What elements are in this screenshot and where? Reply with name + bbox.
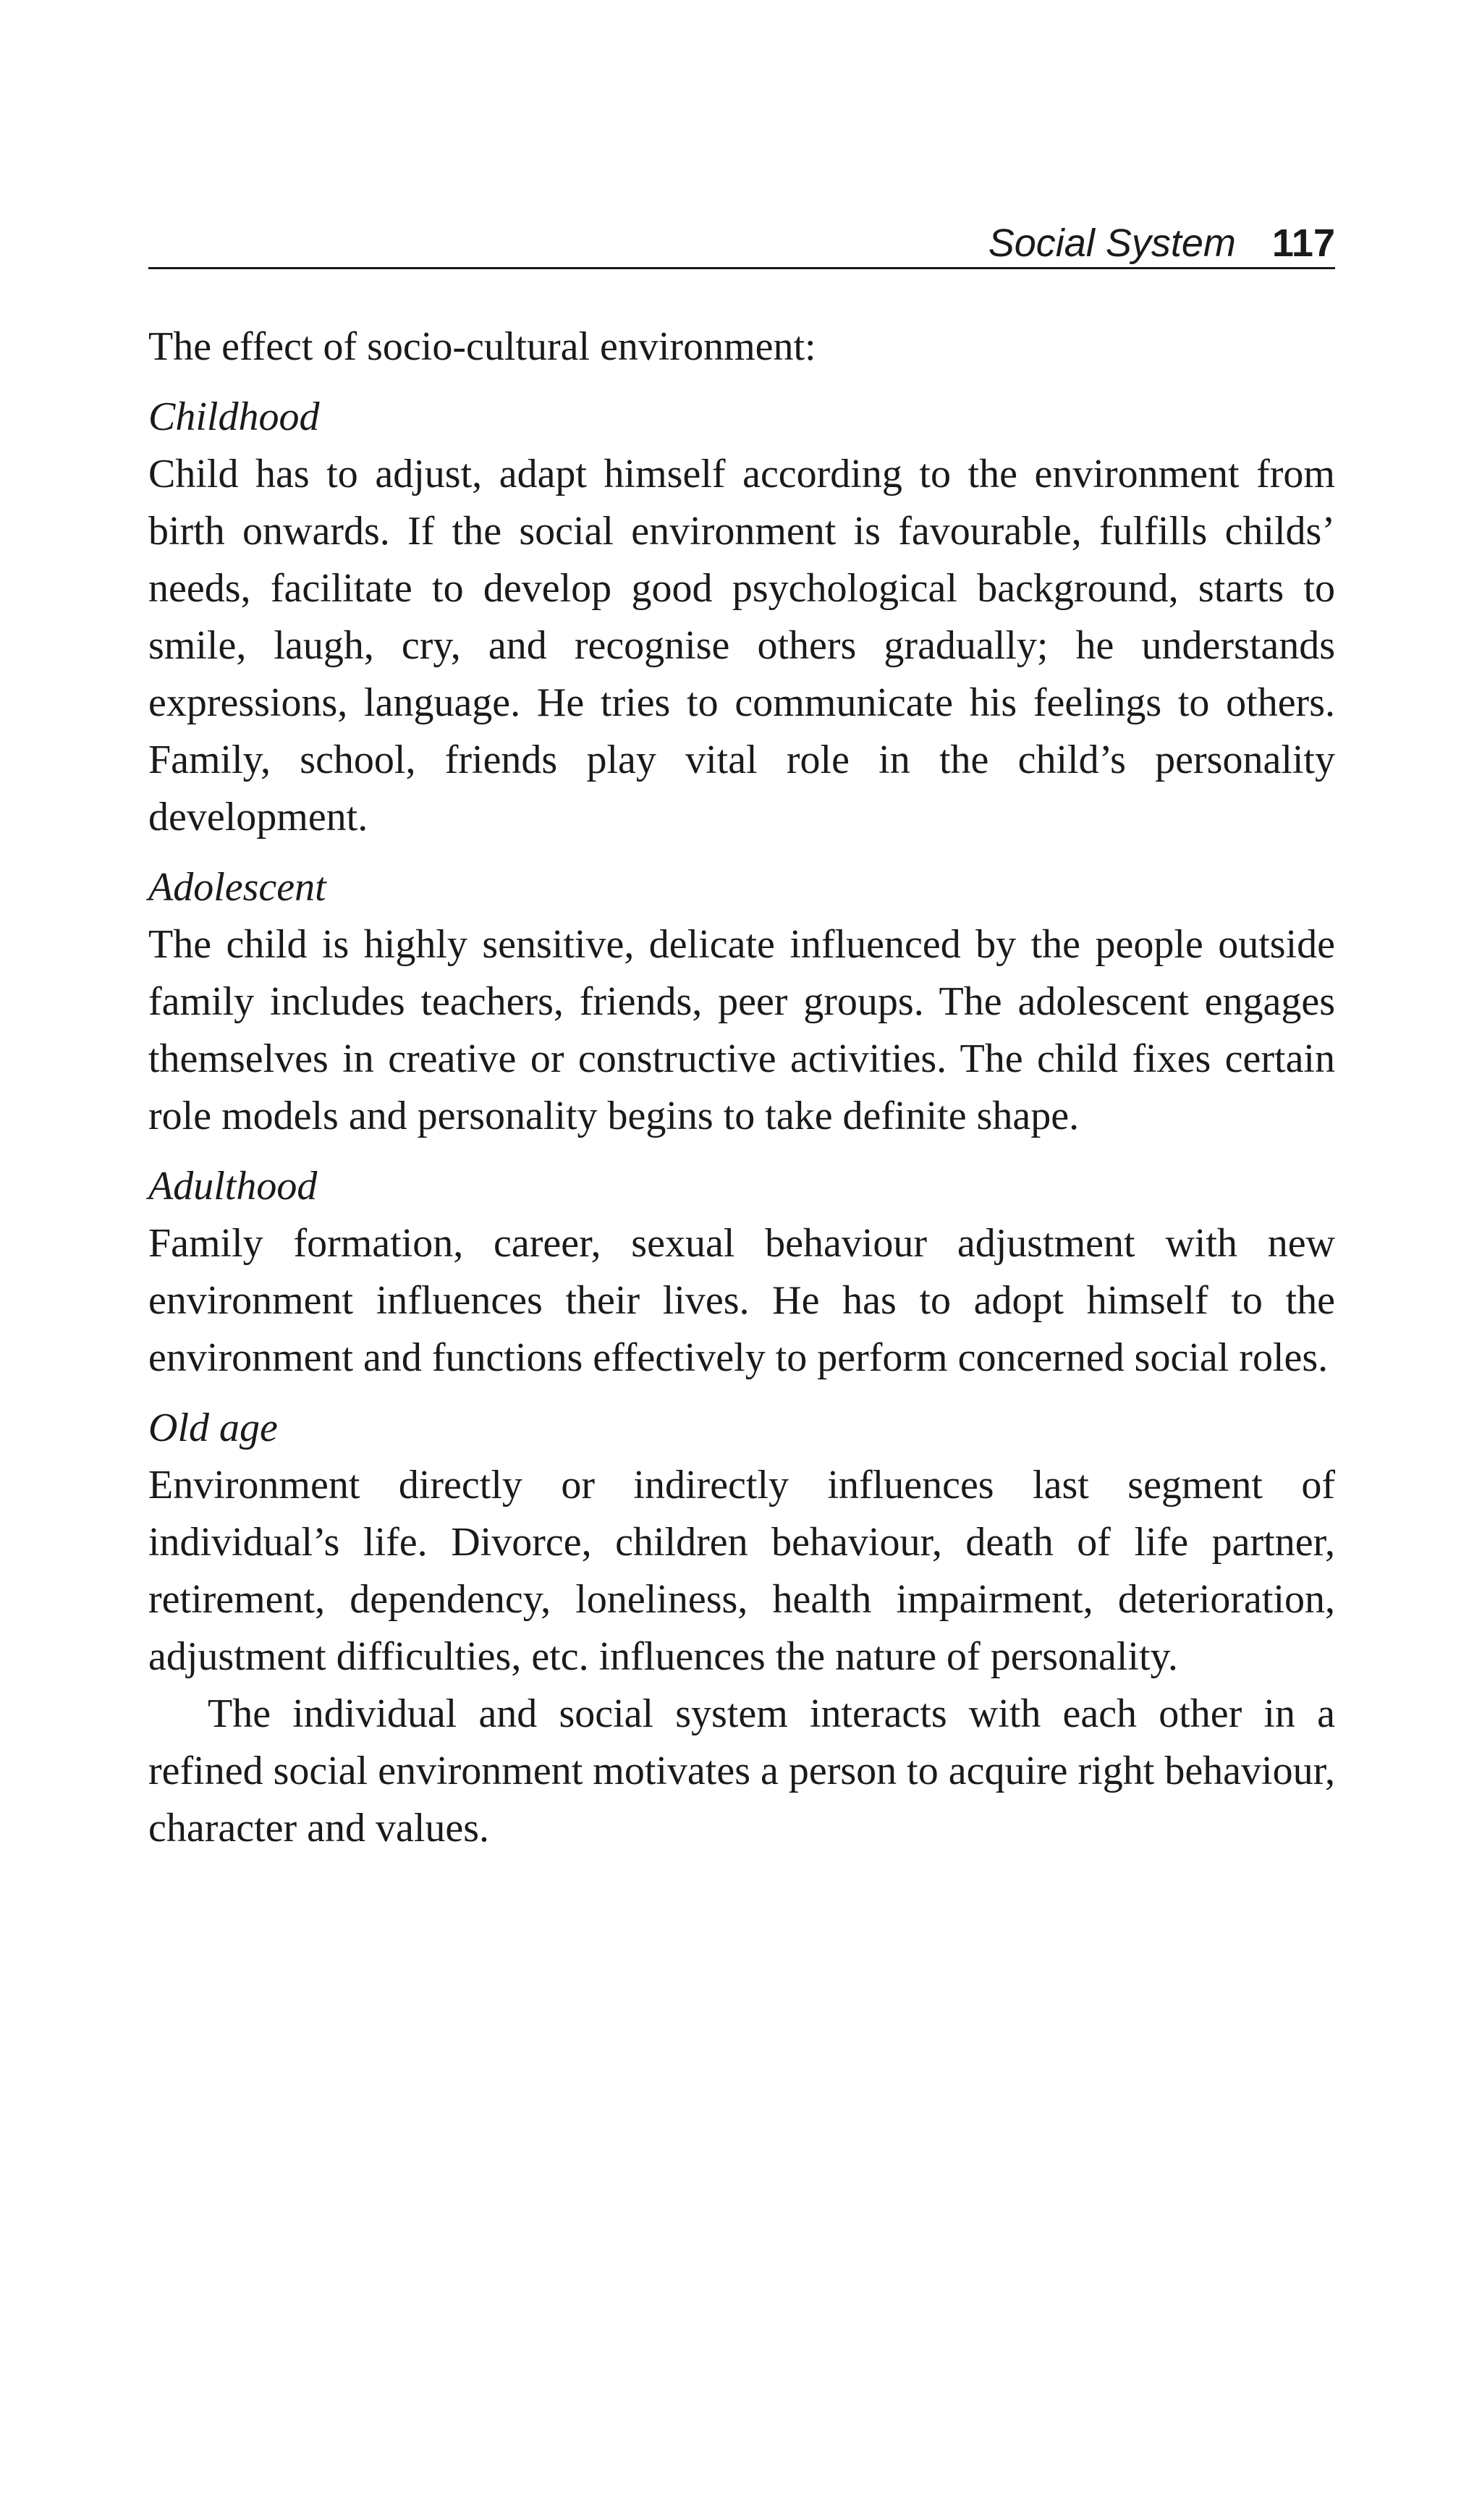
running-header xyxy=(148,211,1335,269)
paragraph-childhood: Child has to adjust, adapt himself according to the environment from birth onwards. If the social environment is favourable, fulfills childs’ needs, facilitate to develop good psychological background, starts to smile, laugh, cry, and recognise others gradually; he understands expressions, language. He tries to communicate his feelings to others. Family, school, friends play vital role in the child’s personality development. xyxy=(148,452,1335,840)
paragraph-adolescent: The child is highly sensitive, delicate influenced by the people outside family includes teachers, friends, peer groups. The adolescent engages themselves in creative or constructive activities. The child fixes certain role models and personality begins to take definite shape. xyxy=(148,922,1335,1138)
subheading-old-age: Old age xyxy=(148,1405,278,1450)
closing-paragraph: The individual and social system interacts with each other in a refined social environment motivates a person to acquire right behaviour, character and values. xyxy=(148,1691,1335,1851)
paragraph-adulthood: Family formation, career, sexual behaviour adjustment with new environment influences their lives. He has to adopt himself to the environment and functions effectively to perform concerned social roles. xyxy=(148,1221,1335,1380)
running-header-section-name: Social System xyxy=(988,221,1236,265)
subheading-adulthood: Adulthood xyxy=(148,1164,318,1209)
intro-paragraph: The effect of socio-cultural environment: xyxy=(148,324,816,369)
page-number: 117 xyxy=(1271,221,1335,265)
body-text xyxy=(148,318,1335,1857)
subheading-childhood: Childhood xyxy=(148,394,320,439)
subheading-adolescent: Adolescent xyxy=(148,865,326,910)
paragraph-old-age: Environment directly or indirectly influences last segment of individual’s life. Divorce, children behaviour, death of life partner, retirement, dependency, loneliness, health impairment, deterioration, adjustment difficulties, etc. influences the nature of personality. xyxy=(148,1463,1335,1679)
